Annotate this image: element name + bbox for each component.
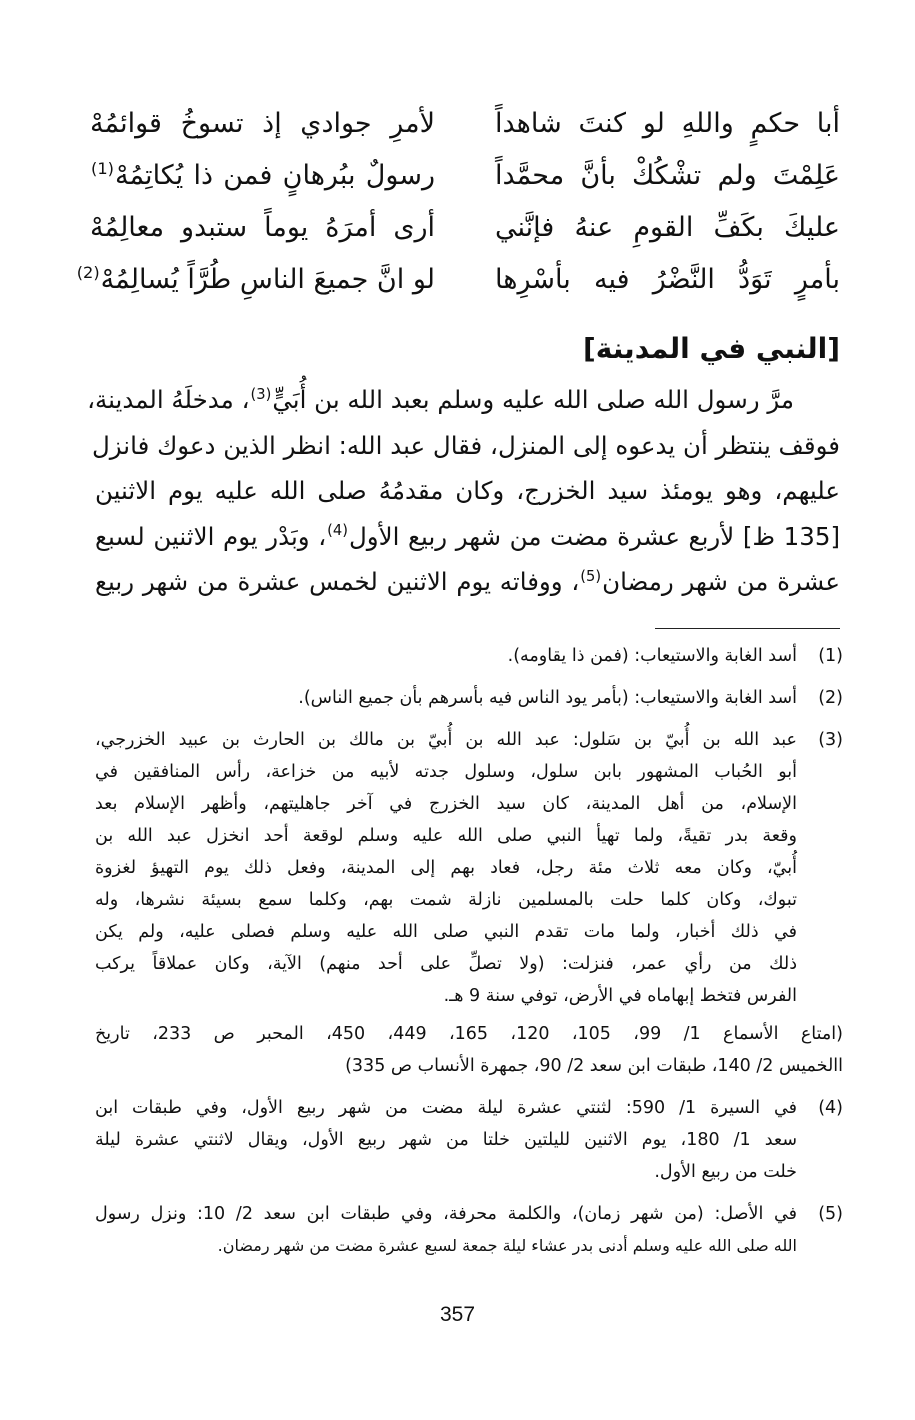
footnote-line: الفرس فتخط إبهاماه في الأرض، توفي سنة 9 هـ.: [443, 986, 797, 1006]
verse-first-hemistich: أبا حكمٍ واللهِ لو كنتَ شاهداً: [495, 108, 840, 139]
footnote-line: وقعة بدر تقيةً، ولما تهيأ النبي صلى الله عليه وسلم لوقعة أحد انخزل عبد الله بن: [95, 826, 797, 846]
footnote-line: في السيرة 1/ 590: لثنتي عشرة ليلة مضت من شهر ربيع الأول، وفي طبقات ابن: [95, 1098, 797, 1118]
verse-second-hemistich: [90, 98, 435, 150]
footnote-marker: (4): [327, 522, 348, 540]
body-line: [95, 559, 840, 605]
footnote-line: تبوك، وكان كلما حلت بالمسلمين نازلة شمت بهم، وكلما سمع بسيئة نشرها، وله: [95, 890, 797, 910]
body-text-span: عشرة من شهر رمضان: [602, 567, 840, 596]
footnote-line: الإسلام، من أهل المدينة، كان سيد الخزرج في آخر جاهليتهم، وأظهر الإسلام بعد: [95, 794, 797, 814]
body-text-span: مرَّ رسول الله صلى الله عليه وسلم بعبد الله بن أُبَيٍّ: [272, 385, 794, 414]
body-text-span: ، مدخلَهُ المدينة،: [87, 385, 250, 414]
footnote-body: [95, 1092, 797, 1188]
footnote-line: ذلك من رأي عمر، فنزلت: (ولا تصلِّ على أحد منهم) الآية، وكان عملاقاً يركب: [95, 954, 797, 974]
section-heading: [النبي في المدينة]: [582, 332, 840, 365]
footnote-reference-line: (امتاع الأسماع 1/ 99، 105، 120، 165، 449، 450، المحبر ص 233، تاريخ: [95, 1024, 843, 1044]
footnote-body: [95, 1198, 797, 1262]
verse-second-hemistich: [76, 254, 435, 306]
footnote-marker: (1): [91, 159, 114, 178]
footnote: [95, 1198, 843, 1262]
footnote-line: في الأصل: (من شهر زمان)، والكلمة محرفة، وفي طبقات ابن سعد 2/ 10: ونزل رسول: [95, 1204, 797, 1224]
body-paragraph: [87, 377, 840, 605]
footnote-marker: (3): [250, 385, 272, 403]
verse: [90, 98, 840, 150]
verse: [90, 150, 840, 202]
footnote-marker: (2): [76, 263, 100, 282]
footnote-body: [95, 640, 797, 672]
footnote-line: خلت من ربيع الأول.: [654, 1162, 797, 1182]
footnote-body: [95, 724, 797, 1012]
body-line: [95, 514, 840, 560]
footnote-number: (3): [818, 730, 843, 750]
footnote-references: [95, 1018, 843, 1082]
footnote-line: الله صلى الله عليه وسلم أدنى بدر عشاء ليلة جمعة لسبع عشرة مضت من شهر رمضان.: [217, 1236, 797, 1255]
body-text-span: [135 ظ] لأربع عشرة مضت من شهر ربيع الأول: [348, 521, 840, 551]
verse-second-hemistich: [90, 150, 435, 202]
body-line: [87, 377, 840, 423]
verse-second-hemistich: [90, 202, 435, 254]
footnote: [95, 640, 843, 672]
hemistich-text: لو انَّ جميعَ الناسِ طُرَّاً يُسالِمُهْ: [100, 264, 435, 295]
footnote: [95, 1092, 843, 1188]
verse-first-hemistich: عَلِمْتَ ولم تشْكُكْ بأنَّ محمَّداً: [495, 160, 840, 191]
footnote-line: أسد الغابة والاستيعاب: (فمن ذا يقاومه).: [507, 646, 797, 666]
footnote-number: (4): [818, 1098, 843, 1118]
hemistich-text: رسولٌ ببُرهانٍ فمن ذا يُكاتِمُهْ: [114, 160, 435, 191]
verse-first-hemistich: بأمرٍ تَوَدُّ النَّضْرُ فيه بأسْرِها: [495, 264, 840, 295]
footnote-marker: (5): [580, 567, 602, 585]
footnote-line: في ذلك أخبار، ولما مات تقدم النبي صلى الله عليه وسلم فصلى عليه، ولم يكن: [95, 922, 797, 942]
footnote: [95, 682, 843, 714]
footnote-number: (1): [818, 646, 843, 666]
body-text-span: ، ووفاته يوم الاثنين لخمس عشرة من شهر ربيع: [95, 567, 580, 596]
footnote: [95, 724, 843, 1082]
verse: [90, 202, 840, 254]
footnotes: [95, 640, 843, 1272]
footnote-line: أبو الحُباب المشهور بابن سلول، وسلول جدته لأبيه من خزاعة، رأس المنافقين في: [95, 762, 797, 782]
footnote-line: عبد الله بن أُبيّ بن سَلول: عبد الله بن أُبيّ بن مالك بن الحارث بن عبيد الخزرجي،: [95, 730, 797, 750]
body-line: فوقف ينتظر أن يدعوه إلى المنزل، فقال عبد الله: انظر الذين دعوك فانزل: [91, 430, 840, 460]
footnote-line: أُبيّ، وكان معه ثلاث مئة رجل، فعاد بهم إلى المدينة، وفعل ذلك يوم التهيؤ لغزوة: [95, 858, 797, 878]
verse-first-hemistich: عليكَ بكَفِّ القومِ عنهُ فإنَّني: [495, 212, 840, 243]
verse: [76, 254, 840, 306]
body-line: عليهم، وهو يومئذ سيد الخزرج، وكان مقدمُهُ صلى الله عليه يوم الاثنين: [95, 476, 840, 505]
footnote-number: (2): [818, 688, 843, 708]
footnote-reference-line: االخميس 2/ 140، طبقات ابن سعد 2/ 90، جمهرة الأنساب ص 335): [345, 1056, 843, 1076]
footnote-number: (5): [818, 1204, 843, 1224]
page-number: 357: [439, 1303, 476, 1326]
footnote-body: [95, 682, 797, 714]
footnote-separator: [655, 628, 840, 629]
poem: [76, 98, 840, 306]
footnote-line: سعد 1/ 180، يوم الاثنين لليلتين خلتا من شهر ربيع الأول، ويقال لاثنتي عشرة ليلة: [95, 1130, 798, 1150]
body-text-span: ، وبَدْر يوم الاثنين لسبع: [95, 521, 327, 551]
footnote-line: أسد الغابة والاستيعاب: (بأمر يود الناس فيه بأسرهم بأن جميع الناس).: [298, 688, 797, 708]
hemistich-text: لأمرِ جوادي إذ تسوخُ قوائمُهْ: [90, 108, 435, 139]
hemistich-text: أرى أمرَهُ يوماً ستبدو معالِمُهْ: [90, 212, 435, 243]
